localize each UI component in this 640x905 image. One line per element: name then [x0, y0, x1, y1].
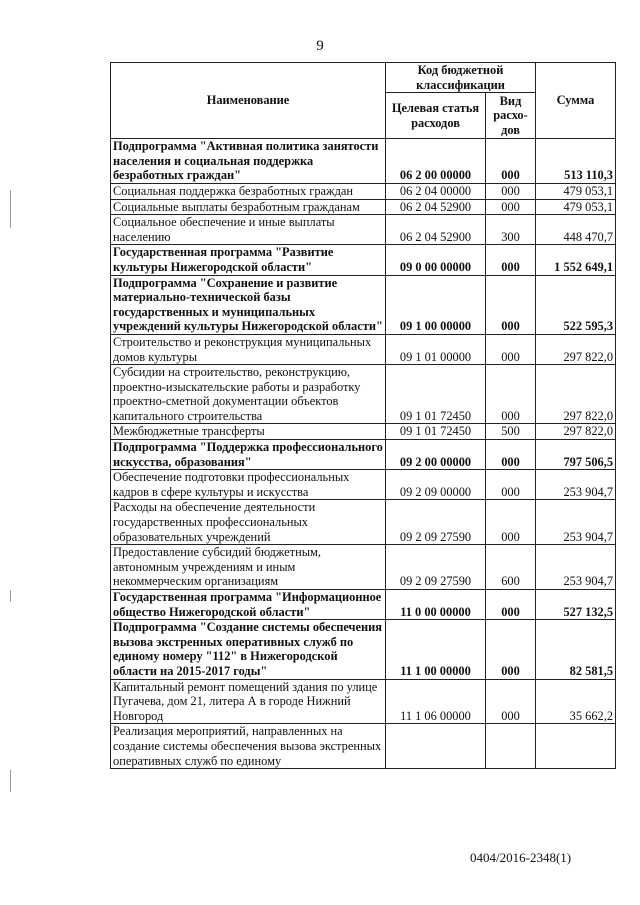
table-row — [111, 215, 616, 245]
row-expense-kind: 000 — [486, 679, 536, 724]
row-target-code: 06 2 04 52900 — [386, 215, 486, 245]
row-name: Социальная поддержка безработных граждан — [111, 183, 386, 199]
table-row — [111, 275, 616, 334]
row-name: Предоставление субсидий бюджетным, автономным учреждениям и иным некоммерческим организациям — [111, 545, 386, 590]
table-row — [111, 590, 616, 620]
row-sum: 479 053,1 — [536, 199, 616, 215]
budget-table — [110, 62, 616, 769]
row-expense-kind: 000 — [486, 590, 536, 620]
row-sum: 1 552 649,1 — [536, 245, 616, 275]
row-name: Обеспечение подготовки профессиональных кадров в сфере культуры и искусства — [111, 470, 386, 500]
page-number: 9 — [316, 38, 324, 54]
table-row — [111, 679, 616, 724]
row-expense-kind — [486, 724, 536, 769]
row-name: Подпрограмма "Поддержка профессионального искусства, образования" — [111, 440, 386, 470]
row-name: Социальное обеспечение и иные выплаты населению — [111, 215, 386, 245]
row-target-code: 09 1 01 00000 — [386, 334, 486, 364]
document-code: 0404/2016-2348(1) — [470, 850, 572, 865]
row-expense-kind: 600 — [486, 545, 536, 590]
row-sum: 82 581,5 — [536, 620, 616, 679]
table-row — [111, 724, 616, 769]
row-expense-kind: 000 — [486, 199, 536, 215]
table-row — [111, 139, 616, 184]
row-name: Подпрограмма "Сохранение и развитие материально-технической базы государственных и муниципальных учреждений культуры Нижегородской области" — [111, 275, 386, 334]
row-expense-kind: 300 — [486, 215, 536, 245]
row-target-code: 06 2 00 00000 — [386, 139, 486, 184]
row-target-code: 09 0 00 00000 — [386, 245, 486, 275]
row-sum: 297 822,0 — [536, 424, 616, 440]
row-target-code: 09 1 00 00000 — [386, 275, 486, 334]
row-expense-kind: 000 — [486, 500, 536, 545]
header-name: Наименование — [111, 63, 386, 139]
row-target-code: 09 2 09 00000 — [386, 470, 486, 500]
row-name: Социальные выплаты безработным гражданам — [111, 199, 386, 215]
row-target-code — [386, 724, 486, 769]
row-target-code: 11 0 00 00000 — [386, 590, 486, 620]
row-target-code: 11 1 06 00000 — [386, 679, 486, 724]
row-sum: 479 053,1 — [536, 183, 616, 199]
table-row — [111, 440, 616, 470]
table-row — [111, 470, 616, 500]
row-name: Капитальный ремонт помещений здания по улице Пугачева, дом 21, литера А в городе Нижний Новгород — [111, 679, 386, 724]
row-sum: 35 662,2 — [536, 679, 616, 724]
row-name: Государственная программа "Информационное общество Нижегородской области" — [111, 590, 386, 620]
row-sum: 513 110,3 — [536, 139, 616, 184]
left-margin-mark — [10, 590, 11, 602]
row-name: Межбюджетные трансферты — [111, 424, 386, 440]
table-row — [111, 424, 616, 440]
row-name: Подпрограмма "Создание системы обеспечения вызова экстренных оперативных служб по единому номеру "112" в Нижегородской области на 2015-2017 годы" — [111, 620, 386, 679]
row-sum: 253 904,7 — [536, 470, 616, 500]
row-expense-kind: 000 — [486, 365, 536, 424]
table-row — [111, 199, 616, 215]
left-margin-mark — [10, 770, 11, 792]
row-target-code: 06 2 04 52900 — [386, 199, 486, 215]
row-sum: 522 595,3 — [536, 275, 616, 334]
table-row — [111, 365, 616, 424]
row-expense-kind: 000 — [486, 470, 536, 500]
row-sum — [536, 724, 616, 769]
row-name: Государственная программа "Развитие культуры Нижегородской области" — [111, 245, 386, 275]
row-expense-kind: 000 — [486, 620, 536, 679]
row-expense-kind: 000 — [486, 275, 536, 334]
row-expense-kind: 000 — [486, 245, 536, 275]
row-sum: 527 132,5 — [536, 590, 616, 620]
row-target-code: 11 1 00 00000 — [386, 620, 486, 679]
table-row — [111, 620, 616, 679]
row-name: Расходы на обеспечение деятельности государственных профессиональных образовательных учреждений — [111, 500, 386, 545]
row-expense-kind: 500 — [486, 424, 536, 440]
row-sum: 297 822,0 — [536, 334, 616, 364]
header-target-article: Целевая статья расходов — [386, 93, 486, 139]
row-target-code: 09 2 09 27590 — [386, 545, 486, 590]
table-row — [111, 245, 616, 275]
row-target-code: 09 1 01 72450 — [386, 365, 486, 424]
row-name: Подпрограмма "Активная политика занятости населения и социальная поддержка безработных граждан" — [111, 139, 386, 184]
header-expense-kind: Вид расхо-дов — [486, 93, 536, 139]
table-row — [111, 500, 616, 545]
row-expense-kind: 000 — [486, 139, 536, 184]
table-row — [111, 183, 616, 199]
left-margin-mark — [10, 190, 11, 228]
table-row — [111, 545, 616, 590]
row-sum: 448 470,7 — [536, 215, 616, 245]
row-target-code: 06 2 04 00000 — [386, 183, 486, 199]
row-name: Субсидии на строительство, реконструкцию, проектно-изыскательские работы и разработку проектно-сметной документации объектов капитального строительства — [111, 365, 386, 424]
row-sum: 253 904,7 — [536, 500, 616, 545]
row-expense-kind: 000 — [486, 183, 536, 199]
row-expense-kind: 000 — [486, 334, 536, 364]
row-target-code: 09 2 00 00000 — [386, 440, 486, 470]
row-sum: 253 904,7 — [536, 545, 616, 590]
row-sum: 797 506,5 — [536, 440, 616, 470]
header-sum: Сумма — [536, 63, 616, 139]
row-target-code: 09 1 01 72450 — [386, 424, 486, 440]
row-target-code: 09 2 09 27590 — [386, 500, 486, 545]
row-sum: 297 822,0 — [536, 365, 616, 424]
table-row — [111, 334, 616, 364]
row-expense-kind: 000 — [486, 440, 536, 470]
header-classification: Код бюджетной классификации — [386, 63, 536, 93]
row-name: Реализация мероприятий, направленных на создание системы обеспечения вызова экстренных оперативных служб по единому — [111, 724, 386, 769]
row-name: Строительство и реконструкция муниципальных домов культуры — [111, 334, 386, 364]
